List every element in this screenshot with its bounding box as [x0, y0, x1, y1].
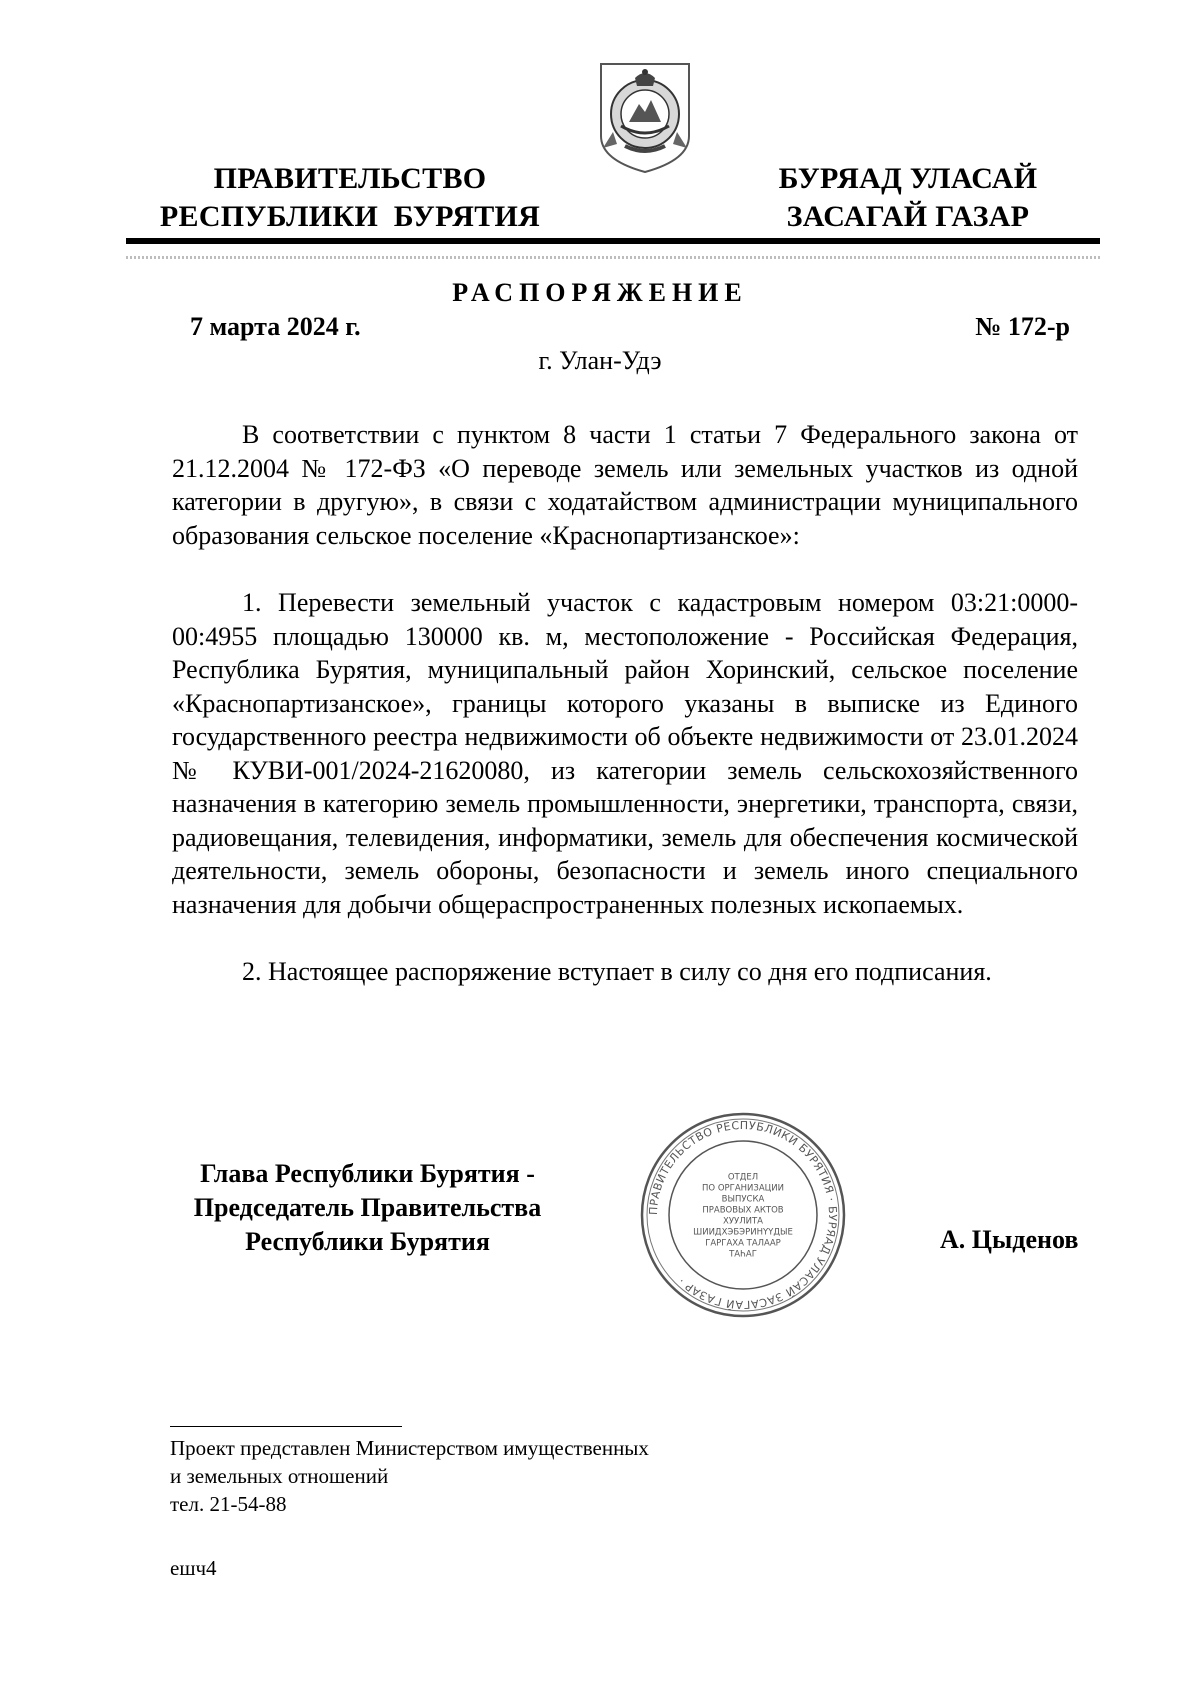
footnote-line1: Проект представлен Министерством имущественных — [170, 1436, 649, 1460]
header-left-line1: ПРАВИТЕЛЬСТВО — [213, 162, 487, 195]
document-type: РАСПОРЯЖЕНИЕ — [452, 278, 748, 307]
signatory-title — [165, 1157, 570, 1259]
signatory-name: А. Цыденов — [940, 1225, 1079, 1254]
seal-inner-line: ТАҺАГ — [729, 1249, 757, 1260]
preamble-paragraph: В соответствии с пунктом 8 части 1 статьи 7 Федерального закона от 21.12.2004 № 172-ФЗ «О переводе земель или земельных участков из одной категории в другую», в связи с ходатайством администрации муниципального образования сельское поселение «Краснопартизанское»: — [172, 420, 1078, 550]
item-1-paragraph: 1. Перевести земельный участок с кадастровым номером 03:21:0000-00:4955 площадью 130000 кв. м, местоположение - Российская Федерация, Республика Бурятия, муниципальный район Хоринский, сельское поселение «Краснопартизанское», границы которого указаны в выписке из Единого государственного реестра недвижимости об объекте недвижимости от 23.01.2024 № КУВИ-001/2024-21620080, из категории земель сельскохозяйственного назначения в категорию земель промышленности, энергетики, транспорта, связи, радиовещания, телевидения, информатики, земель для обеспечения космической деятельности, земель обороны, безопасности и земель иного специального назначения для добычи общераспространенных полезных ископаемых. — [172, 588, 1078, 919]
seal-inner-line: ПРАВОВЫХ АКТОВ — [702, 1205, 784, 1216]
document-date: 7 марта 2024 г. — [190, 312, 361, 341]
footnote-divider — [170, 1426, 402, 1427]
header-dotted-divider — [126, 256, 1100, 259]
footnote-line3: тел. 21-54-88 — [170, 1492, 287, 1516]
header-right-block — [728, 160, 1088, 236]
seal-inner-line: ВЫПУСКА — [721, 1194, 765, 1205]
seal-inner-line: ХУУЛИТА — [723, 1216, 763, 1227]
footnote-line2: и земельных отношений — [170, 1464, 389, 1488]
signatory-title-line3: Республики Бурятия — [245, 1227, 490, 1256]
item-2-paragraph: 2. Настоящее распоряжение вступает в силу со дня его подписания. — [242, 957, 992, 986]
signatory-title-line1: Глава Республики Бурятия - — [200, 1159, 535, 1188]
coat-of-arms-emblem-icon — [595, 56, 695, 176]
header-left-line2: РЕСПУБЛИКИ БУРЯТИЯ — [159, 200, 541, 233]
signatory-title-line2: Председатель Правительства — [193, 1193, 542, 1222]
seal-inner-line: ШИИДХЭБЭРИНҮҮДЫЕ — [693, 1227, 793, 1238]
document-body — [172, 418, 1078, 1023]
seal-inner-line: ОТДЕЛ — [727, 1172, 759, 1183]
header-divider — [126, 238, 1100, 244]
header-right-line2: ЗАСАГАЙ ГАЗАР — [786, 200, 1030, 233]
document-code: ешч4 — [170, 1556, 217, 1580]
header-right-line1: БУРЯАД УЛАСАЙ — [778, 162, 1038, 195]
document-number: № 172-р — [975, 312, 1070, 341]
official-seal-stamp — [638, 1110, 848, 1320]
seal-inner-line: ПО ОРГАНИЗАЦИИ — [702, 1183, 784, 1194]
footnote-block — [170, 1434, 649, 1518]
seal-inner-line: ГАРГАХА ТАЛААР — [705, 1238, 781, 1249]
header-left-block — [140, 160, 560, 236]
document-city: г. Улан-Удэ — [538, 346, 662, 375]
svg-text:ПРАВИТЕЛЬСТВО РЕСПУБЛИКИ БУРЯТ: ПРАВИТЕЛЬСТВО РЕСПУБЛИКИ БУРЯТИЯ · БУРЯАД УЛАСАЙ ЗАСАГАЙ ГАЗАР · — [646, 1118, 840, 1312]
